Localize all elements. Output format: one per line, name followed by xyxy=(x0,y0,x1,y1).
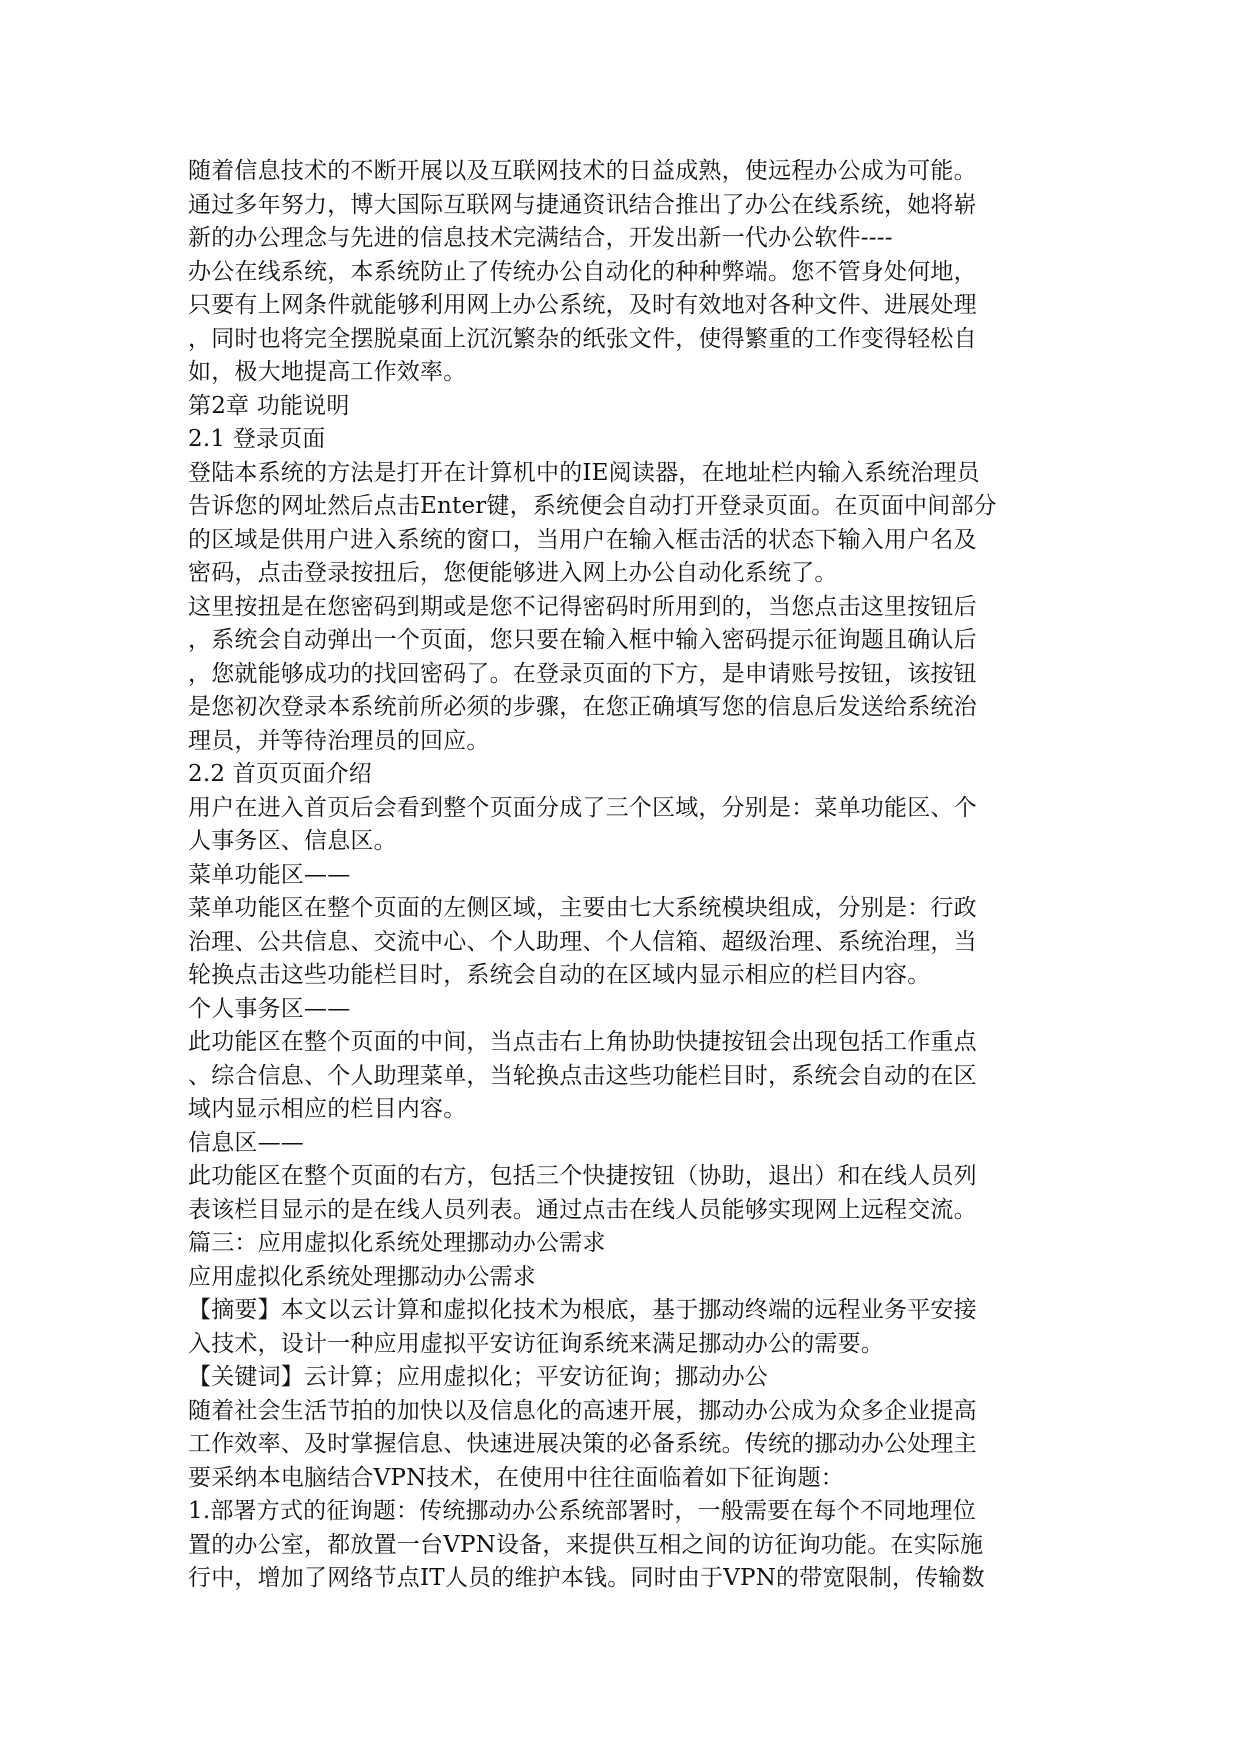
text-line: 1.部署方式的征询题：传统挪动办公系统部署时，一般需要在每个不同地理位 xyxy=(188,1498,976,1524)
text-line: 的区域是供用户进入系统的窗口，当用户在输入框击活的状态下输入用户名及 xyxy=(188,526,977,553)
article-heading: 篇三：应用虚拟化系统处理挪动办公需求 xyxy=(188,1230,606,1256)
text-line: 随着信息技术的不断开展以及互联网技术的日益成熟，使远程办公成为可能。 xyxy=(188,158,977,184)
text-line: ，系统会自动弹出一个页面，您只要在输入框中输入密码提示征询题且确认后 xyxy=(188,627,977,653)
text-line: 这里按扭是在您密码到期或是您不记得密码时所用到的，当您点击这里按钮后 xyxy=(188,593,977,620)
text-line: 人事务区、信息区。 xyxy=(188,828,397,854)
text-line: 登陆本系统的方法是打开在计算机中的IE阅读器，在地址栏内输入系统治理员 xyxy=(188,459,980,486)
text-line: 、综合信息、个人助理菜单，当轮换点击这些功能栏目时，系统会自动的在区 xyxy=(188,1062,977,1089)
text-line: 用户在进入首页后会看到整个页面分成了三个区域，分别是：菜单功能区、个 xyxy=(188,794,977,821)
text-line: 如，极大地提高工作效率。 xyxy=(188,359,467,385)
text-line: 行中，增加了网络节点IT人员的维护本钱。同时由于VPN的带宽限制，传输数 xyxy=(188,1565,985,1591)
text-line: ，您就能够成功的找回密码了。在登录页面的下方，是申请账号按钮，该按钮 xyxy=(188,660,977,687)
text-line: 菜单功能区在整个页面的左侧区域，主要由七大系统模块组成，分别是：行政 xyxy=(188,895,977,921)
subheading: 菜单功能区—— xyxy=(188,861,351,888)
text-line: 只要有上网条件就能够利用网上办公系统，及时有效地对各种文件、进展处理 xyxy=(188,292,977,318)
text-line: 工作效率、及时掌握信息、快速进展决策的必备系统。传统的挪动办公处理主 xyxy=(188,1431,977,1457)
text-line: 要采纳本电脑结合VPN技术，在使用中往往面临着如下征询题： xyxy=(188,1464,845,1491)
text-line: 随着社会生活节拍的加快以及信息化的高速开展，挪动办公成为众多企业提高 xyxy=(188,1397,977,1424)
text-line: 密码，点击登录按扭后，您便能够进入网上办公自动化系统了。 xyxy=(188,560,838,586)
text-line: 告诉您的网址然后点击Enter键，系统便会自动打开登录页面。在页面中间部分 xyxy=(188,493,997,519)
text-line: 治理、公共信息、交流中心、个人助理、个人信箱、超级治理、系统治理，当 xyxy=(188,928,977,955)
text-line: 此功能区在整个页面的中间，当点击右上角协助快捷按钮会出现包括工作重点 xyxy=(188,1029,977,1055)
text-line: 轮换点击这些功能栏目时，系统会自动的在区域内显示相应的栏目内容。 xyxy=(188,962,931,988)
text-line: 通过多年努力，博大国际互联网与捷通资讯结合推出了办公在线系统，她将崭 xyxy=(188,191,977,218)
keywords-line: 【关键词】云计算；应用虚拟化；平安访征询；挪动办公 xyxy=(188,1364,768,1390)
text-line: 置的办公室，都放置一台VPN设备，来提供互相之间的访征询功能。在实际施 xyxy=(188,1531,984,1558)
text-line: ，同时也将完全摆脱桌面上沉沉繁杂的纸张文件，使得繁重的工作变得轻松自 xyxy=(188,325,977,352)
article-title: 应用虚拟化系统处理挪动办公需求 xyxy=(188,1263,536,1290)
abstract-line: 【摘要】本文以云计算和虚拟化技术为根底，基于挪动终端的远程业务平安接 xyxy=(188,1297,977,1323)
text-line: 此功能区在整个页面的右方，包括三个快捷按钮（协助，退出）和在线人员列 xyxy=(188,1163,977,1189)
text-line: 表该栏目显示的是在线人员列表。通过点击在线人员能够实现网上远程交流。 xyxy=(188,1196,977,1223)
subheading: 信息区—— xyxy=(188,1129,304,1156)
section-heading: 2.1 登录页面 xyxy=(188,426,326,452)
chapter-heading: 第2章 功能说明 xyxy=(188,392,350,419)
text-line: 办公在线系统，本系统防止了传统办公自动化的种种弊端。您不管身处何地， xyxy=(188,258,977,285)
text-line: 域内显示相应的栏目内容。 xyxy=(188,1096,467,1122)
abstract-line: 入技术，设计一种应用虚拟平安访征询系统来满足挪动办公的需要。 xyxy=(188,1330,884,1357)
section-heading: 2.2 首页页面介绍 xyxy=(188,761,372,787)
text-line: 新的办公理念与先进的信息技术完满结合，开发出新一代办公软件---- xyxy=(188,225,893,251)
text-line: 是您初次登录本系统前所必须的步骤，在您正确填写您的信息后发送给系统治 xyxy=(188,694,977,720)
subheading: 个人事务区—— xyxy=(188,995,351,1022)
text-line: 理员，并等待治理员的回应。 xyxy=(188,727,490,754)
document-body xyxy=(188,155,1046,1596)
